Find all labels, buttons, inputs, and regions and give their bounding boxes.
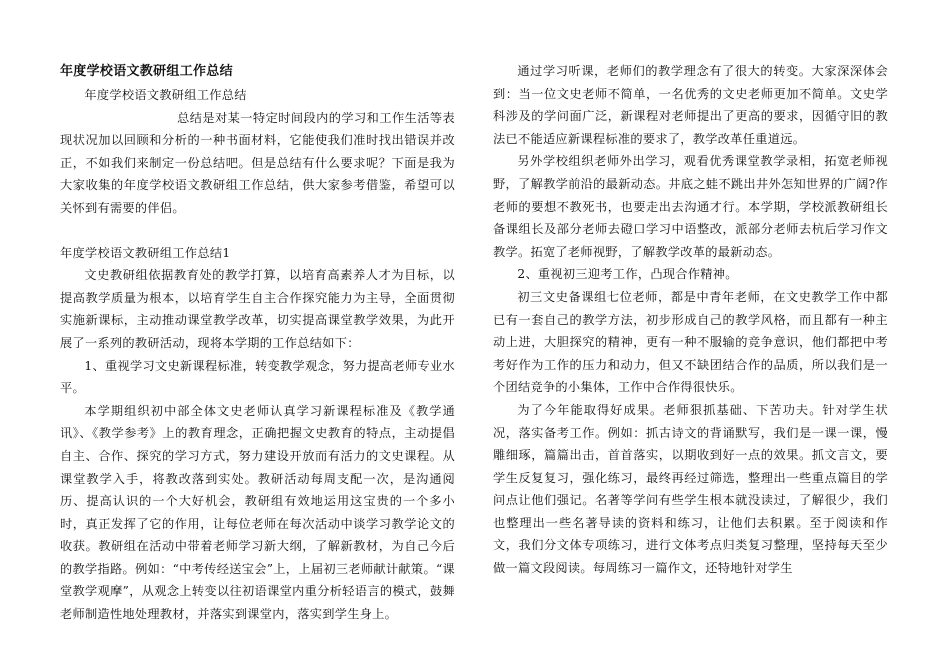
document-subtitle: 年度学校语文教研组工作总结	[84, 88, 247, 102]
paragraph-gap	[60, 220, 455, 242]
paragraph: 文史教研组依据教育处的教学打算，以培育高素养人才为目标，以提高教学质量为根本，以培育学生自主合作探究能力为主导，全面贯彻实施新课标，主动推动课堂教学改革，切实提高课堂教学效果，为此开展了一系列的教研活动，现将本学期的工作总结如下：	[60, 268, 455, 350]
intro-paragraph: 总结是对某一特定时间段内的学习和工作生活等表现状况加以回顾和分析的一种书面材料，它能使我们准时找出错误并改正，不如我们来制定一份总结吧。但是总结有什么要求呢？下面是我为大家收集的年度学校语文教研组工作总结，供大家参考借鉴，希望可以关怀到有需要的伴侣。	[60, 110, 455, 215]
point-heading: 1、重视学习文史新课程标准，转变教学观念，努力提高老师专业水平。	[60, 358, 455, 396]
paragraph: 本学期组织初中部全体文史老师认真学习新课程标准及《教学通讯》、《教学参考》上的教育理念，正确把握文史教育的特点，主动提倡自主、合作、探究的学习方式，努力建设开放而有活力的文史课程。从课堂教学入手，将教改落到实处。教研活动每周支配一次，是沟通阅历、提高认识的一个大好机会，教研组有效地运用这宝贵的一个多小时，真正发挥了它的作用，让每位老师在每次活动中谈学习教学论文的收获。教研组在活动中带着老师学习新大纲，了解新教材，为自己今后的教学指路。例如：“中考传经送宝会”上，上届初三老师献计献策。“课堂教学观摩”，从观念上转变以往初语课堂内重分析轻语言的模式，鼓舞老师制造性地处理教材，并落实到课堂内，落实到学生身上。	[60, 403, 455, 622]
paragraph: 初三文史备课组七位老师，都是中青年老师，在文史教学工作中都已有一套自己的教学方法，初步形成自己的教学风格，而且都有一种主动上进，大胆探究的精神，更有一种不服输的竞争意识，他们都把中考考好作为工作的压力和动力，但又不缺团结合作的品质，所以我们是一个团结竞争的小集体，工作中合作得很快乐。	[493, 289, 888, 395]
left-column	[60, 60, 455, 626]
point-heading: 2、重视初三迎考工作，凸现合作精神。	[517, 267, 738, 282]
section-heading: 年度学校语文教研组工作总结1	[60, 245, 231, 260]
paragraph: 通过学习听课，老师们的教学理念有了很大的转变。大家深深体会到：当一位文史老师不简单，一名优秀的文史老师更加不简单。文史学科涉及的学问面广泛，新课程对老师提出了更高的要求，因循守旧的教法已不能适应新课程标准的要求了，教学改革任重道远。	[493, 64, 888, 146]
document-title: 年度学校语文教研组工作总结	[60, 64, 233, 79]
right-column	[493, 60, 888, 580]
paragraph: 另外学校组织老师外出学习，观看优秀课堂教学录相，拓宽老师视野，了解教学前沿的最新动态。井底之蛙不跳出井外怎知世界的广阔?作老师的要想不教死书，也要走出去沟通才行。本学期，学校派教研组长备课组长及部分老师去磴口学习中语整改，派部分老师去杭后学习作文教学。拓宽了老师视野，了解教学改革的最新动态。	[493, 154, 888, 259]
paragraph: 为了今年能取得好成果。老师狠抓基础、下苦功夫。针对学生状况，落实备考工作。例如：抓古诗文的背诵默写，我们是一课一课，慢雕细琢，篇篇出击，首首落实，以期收到好一点的效果。抓文言文，要学生反复复习，强化练习，最终再经过筛选，整理出一些重点篇目的学问点让他们强记。名著等学问有些学生根本就没读过，了解很少，我们也整理出一些名著导读的资料和练习，让他们去积累。至于阅读和作文，我们分文体专项练习，进行文体考点归类复习整理，坚持每天至少做一篇文段阅读。每周练习一篇作文，还特地针对学生	[493, 402, 888, 576]
